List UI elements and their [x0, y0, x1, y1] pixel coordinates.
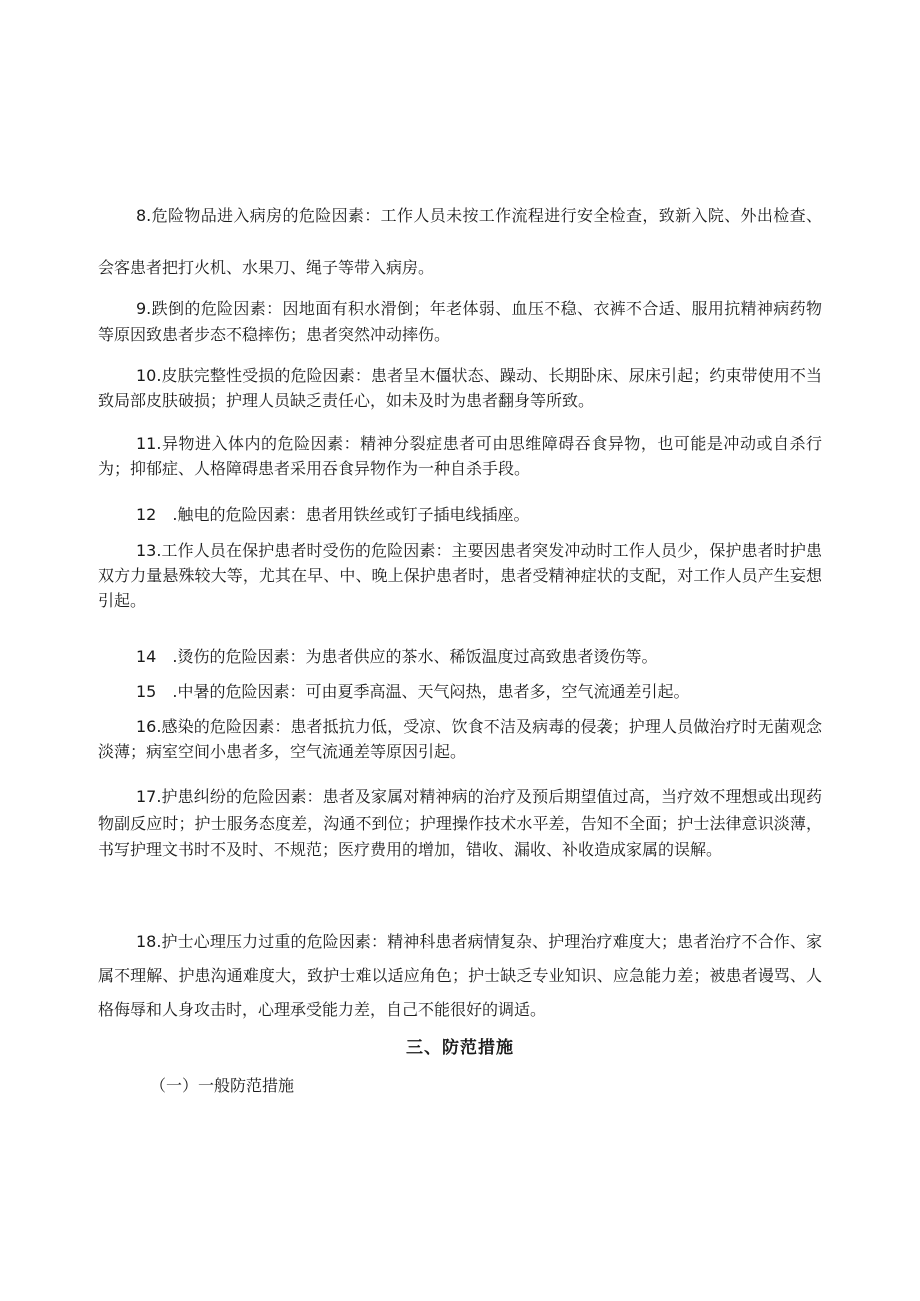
item-number: 14 [136, 647, 157, 666]
list-item [98, 296, 822, 348]
item-number: 8. [136, 206, 152, 225]
item-number: 12 [136, 505, 157, 524]
section-heading: 三、防范措施 [406, 1038, 514, 1058]
list-item [98, 190, 822, 294]
item-text: 跌倒的危险因素：因地面有积水滑倒；年老体弱、血压不稳、衣裤不合适、服用抗精神病药物等原因致患者步态不稳摔伤；患者突然冲动摔伤。 [98, 299, 822, 344]
item-text: 危险物品进入病房的危险因素：工作人员未按工作流程进行安全检查，致新入院、外出检查、会客患者把打火机、水果刀、绳子等带入病房。 [98, 206, 822, 277]
item-text: .触电的危险因素：患者用铁丝或钉子插电线插座。 [156, 505, 530, 524]
item-text: .皮肤完整性受损的危险因素：患者呈木僵状态、躁动、长期卧床、尿床引起；约束带使用不当致局部皮肤破损；护理人员缺乏责任心，如未及时为患者翻身等所致。 [98, 366, 822, 410]
item-text: .护患纠纷的危险因素：患者及家属对精神病的治疗及预后期望值过高，当疗效不理想或出现药物副反应时；护士服务态度差，沟通不到位；护理操作技术水平差，告知不全面；护士法律意识淡薄，书写护理文书时不及时、不规范；医疗费用的增加，错收、漏收、补收造成家属的误解。 [98, 787, 822, 859]
item-number: 18 [136, 932, 157, 951]
item-text: .护士心理压力过重的危险因素：精神科患者病情复杂、护理治疗难度大；患者治疗不合作、家属不理解、护患沟通难度大，致护士难以适应角色；护士缺乏专业知识、应急能力差；被患者谩骂、人格侮辱和人身攻击时，心理承受能力差，自己不能很好的调适。 [98, 932, 822, 1019]
item-text: .中暑的危险因素：可由夏季高温、天气闷热，患者多，空气流通差引起。 [156, 682, 690, 701]
list-item [98, 431, 822, 481]
list-item [98, 714, 822, 764]
list-item [98, 784, 822, 864]
item-number: 17 [136, 787, 157, 806]
item-number: 9. [136, 299, 152, 318]
list-item [98, 363, 822, 413]
list-item [98, 644, 822, 669]
list-item [98, 925, 822, 1027]
item-number: 11 [136, 434, 157, 453]
item-number: 13 [136, 541, 157, 560]
item-text: .烫伤的危险因素：为患者供应的茶水、稀饭温度过高致患者烫伤等。 [156, 647, 658, 666]
item-number: 15 [136, 682, 157, 701]
item-number: 16 [136, 717, 157, 736]
item-text: .工作人员在保护患者时受伤的危险因素：主要因患者突发冲动时工作人员少，保护患者时护患双方力量悬殊较大等，尤其在早、中、晚上保护患者时，患者受精神症状的支配，对工作人员产生妄想引起。 [98, 541, 822, 610]
item-number: 10 [136, 366, 157, 385]
item-text: .感染的危险因素：患者抵抗力低，受凉、饮食不洁及病毒的侵袭；护理人员做治疗时无菌观念淡薄；病室空间小患者多，空气流通差等原因引起。 [98, 717, 822, 761]
list-item [98, 538, 822, 613]
item-text: .异物进入体内的危险因素：精神分裂症患者可由思维障碍吞食异物，也可能是冲动或自杀行为；抑郁症、人格障碍患者采用吞食异物作为一种自杀手段。 [98, 434, 822, 478]
list-item [98, 679, 822, 704]
list-item [98, 502, 822, 527]
subsection-heading: （一）一般防范措施 [150, 1076, 295, 1095]
